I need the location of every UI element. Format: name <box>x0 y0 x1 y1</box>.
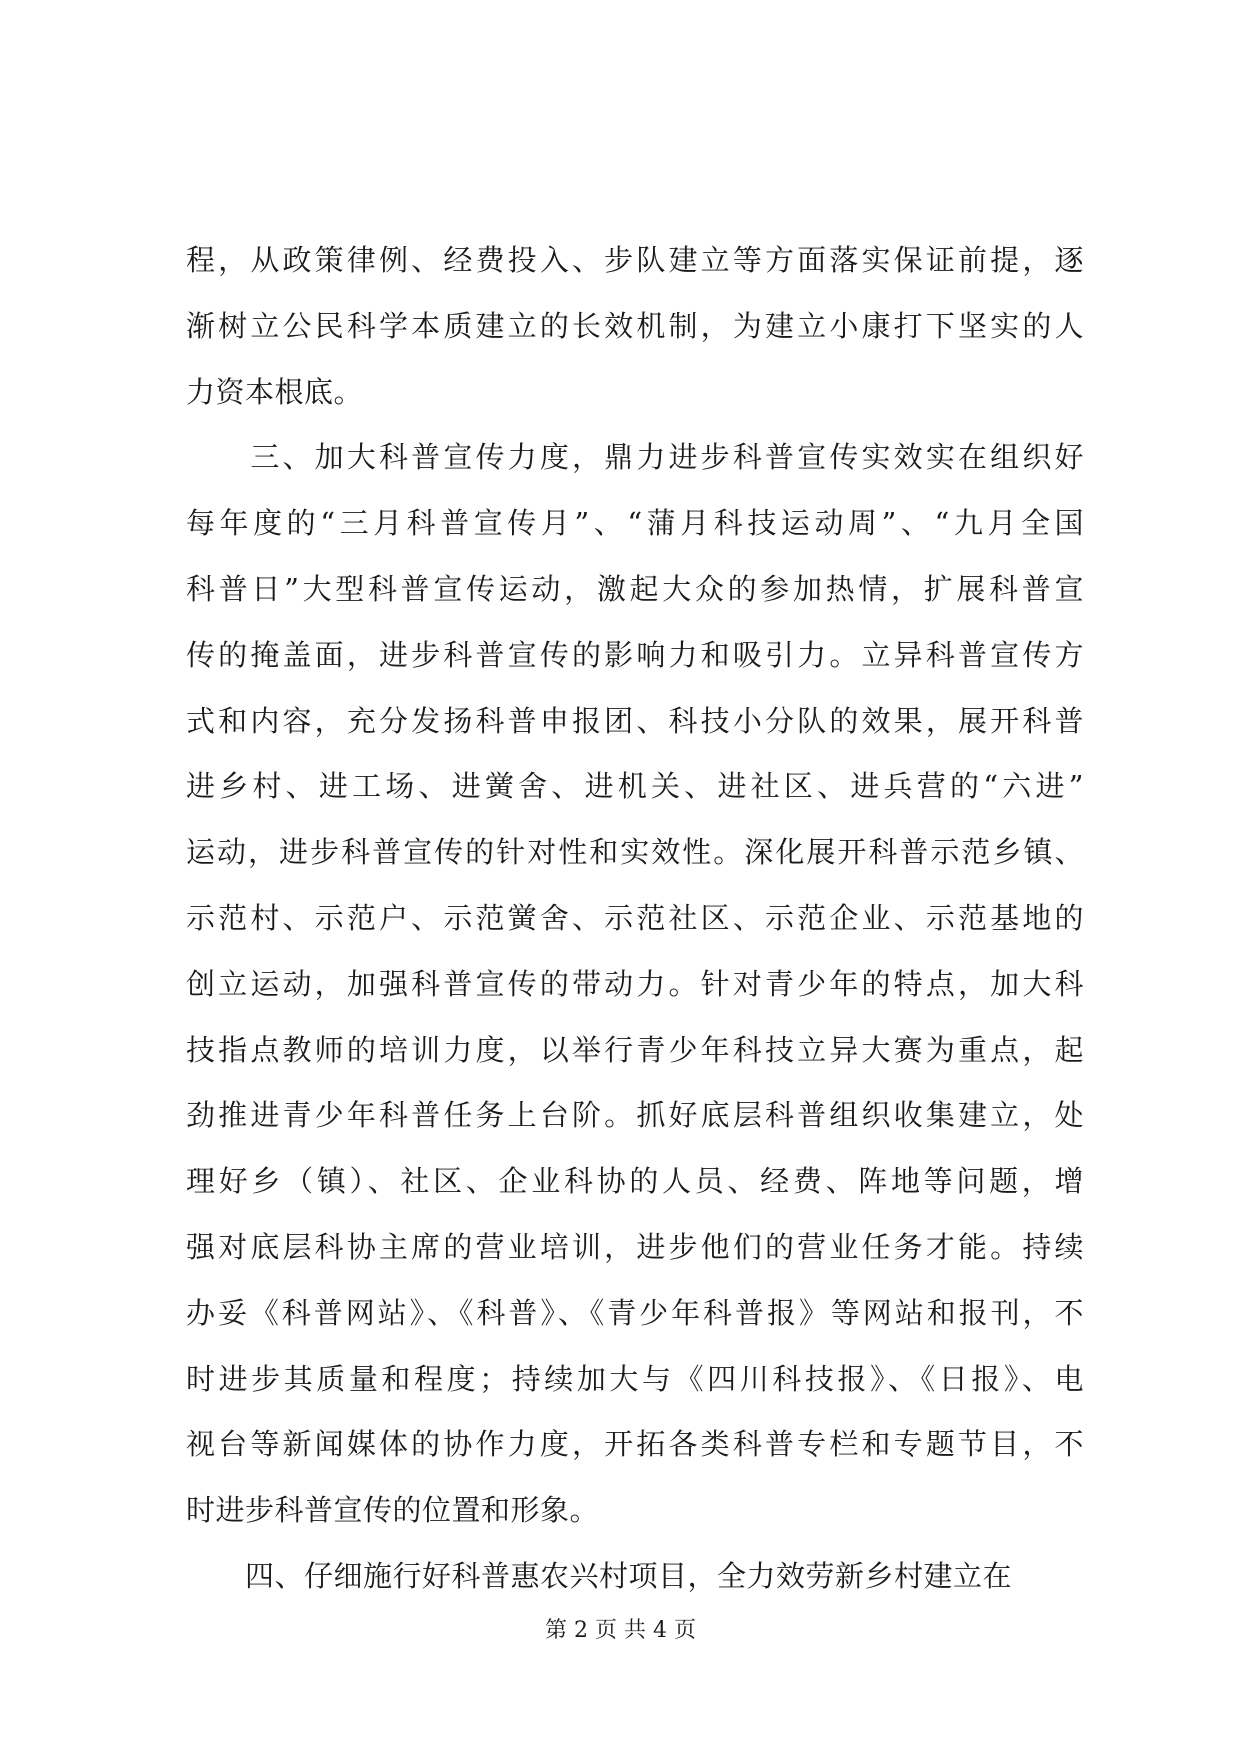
text-line: 渐树立公民科学本质建立的长效机制，为建立小康打下坚实的人 <box>186 308 1084 343</box>
text-line: 时进步科普宣传的位置和形象。 <box>186 1493 600 1528</box>
text-line: 强对底层科协主席的营业培训，进步他们的营业任务才能。持续 <box>186 1229 1084 1264</box>
text-line: 办妥《科普网站》、《科普》、《青少年科普报》等网站和报刊，不 <box>186 1295 1084 1330</box>
text-line: 力资本根底。 <box>186 374 364 409</box>
text-line: 运动，进步科普宣传的针对性和实效性。深化展开科普示范乡镇、 <box>186 835 1084 870</box>
paragraph <box>186 228 1084 425</box>
text-line: 视台等新闻媒体的协作力度，开拓各类科普专栏和专题节目，不 <box>186 1427 1084 1462</box>
text-line: 时进步其质量和程度；持续加大与《四川科技报》、《日报》、电 <box>186 1361 1084 1396</box>
page-footer: 第 2 页 共 4 页 <box>545 1618 696 1643</box>
text-line: 创立运动，加强科普宣传的带动力。针对青少年的特点，加大科 <box>186 966 1084 1001</box>
text-line: 技指点教师的培训力度，以举行青少年科技立异大赛为重点，起 <box>186 1032 1084 1067</box>
text-line: 示范村、示范户、示范黉舍、示范社区、示范企业、示范基地的 <box>186 900 1084 935</box>
text-line: 科普日”大型科普宣传运动，激起大众的参加热情，扩展科普宣 <box>186 571 1084 606</box>
text-line: 四、仔细施行好科普惠农兴村项目，全力效劳新乡村建立在 <box>186 1558 1013 1593</box>
paragraph <box>186 1544 1084 1610</box>
text-line: 每年度的“三月科普宣传月”、“蒲月科技运动周”、“九月全国 <box>186 506 1084 541</box>
text-line: 传的掩盖面，进步科普宣传的影响力和吸引力。立异科普宣传方 <box>186 637 1084 672</box>
text-line: 劲推进青少年科普任务上台阶。抓好底层科普组织收集建立，处 <box>186 1098 1084 1133</box>
text-line: 式和内容，充分发扬科普申报团、科技小分队的效果，展开科普 <box>186 703 1084 738</box>
text-line: 程，从政策律例、经费投入、步队建立等方面落实保证前提，逐 <box>186 243 1084 277</box>
paragraph <box>186 425 1084 1544</box>
text-line: 理好乡（镇）、社区、企业科协的人员、经费、阵地等问题，增 <box>186 1164 1084 1199</box>
text-line: 三、加大科普宣传力度，鼎力进步科普宣传实效实在组织好 <box>186 440 1084 475</box>
text-line: 进乡村、进工场、进黉舍、进机关、进社区、进兵营的“六进” <box>186 769 1084 804</box>
body-text <box>186 228 1084 1610</box>
